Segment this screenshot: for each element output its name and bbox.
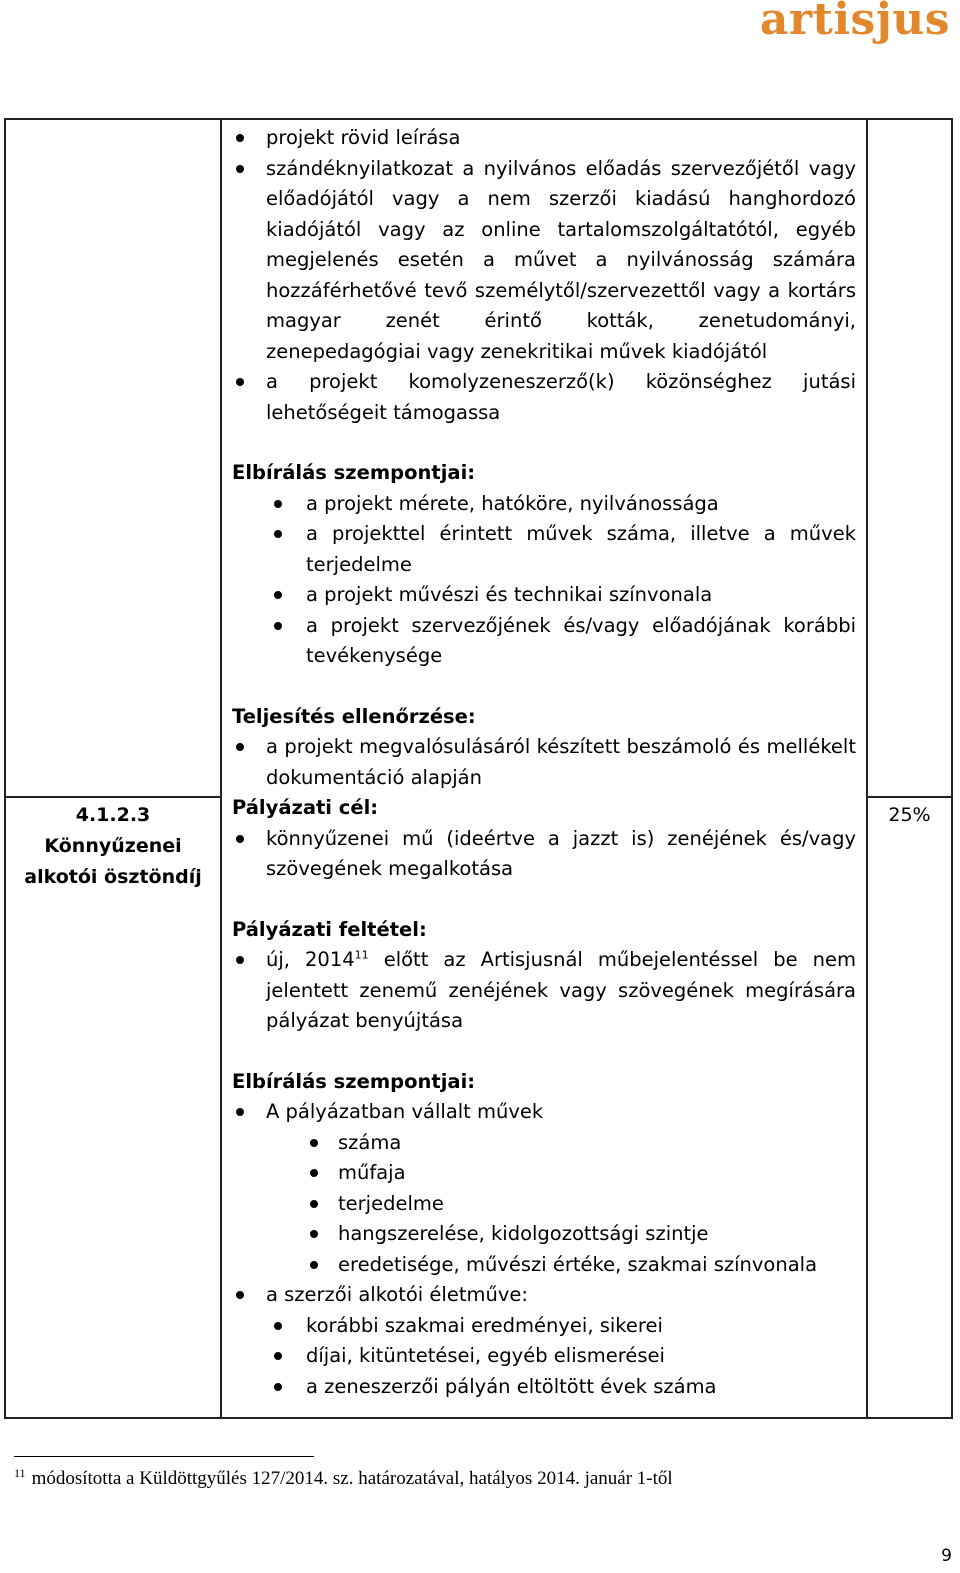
criteria-heading: Elbírálás szempontjai:: [232, 1069, 476, 1093]
footnote-number: 11: [14, 1466, 26, 1480]
list-item: a projekt művészi és technikai színvonala: [232, 580, 856, 611]
list-item: [232, 945, 856, 1037]
footnote-ref: 11: [354, 948, 369, 962]
list-item: korábbi szakmai eredményei, sikerei: [232, 1311, 856, 1342]
footnote-rule: [14, 1456, 314, 1457]
artisjus-logo: artisjus: [759, 0, 950, 45]
list-item: a projekt mérete, hatóköre, nyilvánossága: [232, 489, 856, 520]
list-item: projekt rövid leírása: [232, 123, 856, 154]
list-item: A pályázatban vállalt művek: [232, 1097, 856, 1128]
goal-heading: Pályázati cél:: [232, 796, 379, 819]
list-item: a projekt megvalósulásáról készített beszámoló és mellékelt dokumentáció alapján: [232, 732, 856, 793]
footnote-text: módosította a Küldöttgyűlés 127/2014. sz. határozatával, hatályos 2014. január 1-től: [31, 1468, 673, 1489]
condition-heading: Pályázati feltétel:: [232, 917, 427, 941]
list-item: szándéknyilatkozat a nyilvános előadás szervezőjétől vagy előadójától vagy a nem szerzői kiadású hanghordozó kiadójától vagy az online tartalomszolgáltatótól, egyéb megjelenés esetén a művet a nyilvánosság számára hozzáférhetővé tevő személytől/szervezettől vagy a kortárs magyar zenét érintő kották, zenetudományi, zenepedagógiai vagy zenekritikai művek kiadójától: [232, 154, 856, 368]
page-number: 9: [941, 1546, 952, 1566]
list-item: díjai, kitüntetései, egyéb elismerései: [232, 1341, 856, 1372]
row-code: 4.1.2.3: [75, 804, 151, 826]
row-label: [6, 800, 220, 893]
row-percent: 25%: [888, 804, 931, 826]
verification-heading: Teljesítés ellenőrzése:: [232, 704, 476, 728]
list-item: a projekt szervezőjének és/vagy előadójának korábbi tevékenysége: [232, 611, 856, 672]
column-divider: [866, 120, 868, 1417]
row-title-line2: alkotói ösztöndíj: [24, 866, 202, 888]
condition-post: előtt az Artisjusnál műbejelentéssel be nem jelentett zenemű zenéjének vagy szövegének megírására pályázat benyújtása: [266, 948, 856, 1032]
criteria-heading: Elbírálás szempontjai:: [232, 461, 476, 484]
row-divider: [6, 796, 222, 798]
list-item: hangszerelése, kidolgozottsági szintje: [232, 1219, 856, 1250]
list-item: száma: [232, 1128, 856, 1159]
list-item: eredetisége, művészi értéke, szakmai színvonala: [232, 1250, 856, 1281]
list-item: műfaja: [232, 1158, 856, 1189]
criteria-table: [4, 118, 953, 1419]
list-item: könnyűzenei mű (ideértve a jazzt is) zenéjének és/vagy szövegének megalkotása: [232, 824, 856, 885]
column-divider: [220, 120, 222, 1417]
list-item: terjedelme: [232, 1189, 856, 1220]
row-divider: [866, 796, 951, 798]
list-item: a zeneszerzői pályán eltöltött évek száma: [232, 1372, 856, 1403]
content-cell: [232, 123, 856, 1402]
list-item: a projekttel érintett művek száma, illetve a művek terjedelme: [232, 519, 856, 580]
condition-pre: új, 2014: [266, 948, 355, 971]
list-item: a szerzői alkotói életműve:: [232, 1280, 856, 1311]
footnote: [14, 1468, 673, 1490]
list-item: a projekt komolyzeneszerző(k) közönséghez jutási lehetőségeit támogassa: [232, 367, 856, 428]
row-title-line1: Könnyűzenei: [44, 835, 182, 857]
